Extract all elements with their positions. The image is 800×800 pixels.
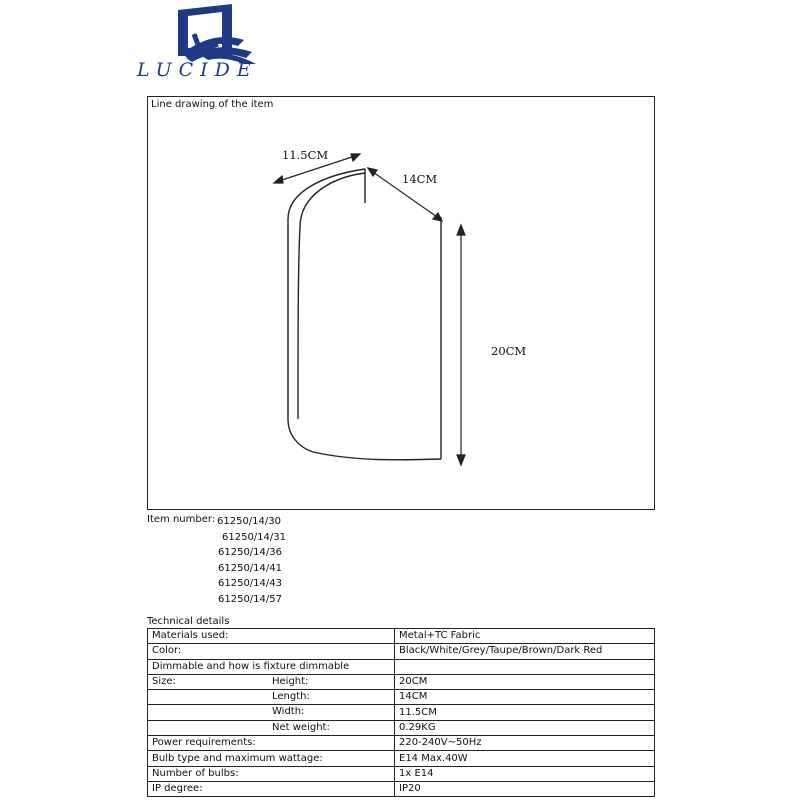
dimmable-value <box>395 659 655 674</box>
materials-label: Materials used: <box>148 629 395 644</box>
width-dimension-label: 14CM <box>402 172 438 186</box>
table-row <box>148 674 655 689</box>
table-row <box>148 736 655 751</box>
height-dimension-label: 20CM <box>491 344 527 358</box>
line-drawing-panel <box>147 96 655 510</box>
power-label: Power requirements: <box>148 736 395 751</box>
item-number: 61250/14/30 <box>217 516 281 527</box>
color-label: Color: <box>148 644 395 659</box>
table-row <box>148 705 655 720</box>
bulb-count-value: 1x E14 <box>395 766 655 781</box>
dimmable-label: Dimmable and how is fixture dimmable <box>148 659 395 674</box>
technical-details-table <box>147 628 655 797</box>
weight-value: 0.29KG <box>395 720 655 735</box>
bulb-type-value: E14 Max.40W <box>395 751 655 766</box>
height-label: Height: <box>272 675 309 687</box>
table-row <box>148 659 655 674</box>
item-number: 61250/14/57 <box>218 593 282 605</box>
materials-value: Metal+TC Fabric <box>395 629 655 644</box>
width-value: 11.5CM <box>395 705 655 720</box>
size-label: Size: <box>152 676 176 688</box>
depth-dimension-label: 11.5CM <box>282 148 329 162</box>
item-number: 61250/14/41 <box>218 562 282 574</box>
color-value: Black/White/Grey/Taupe/Brown/Dark Red <box>395 644 655 659</box>
table-row <box>148 644 655 659</box>
table-row <box>148 629 655 644</box>
table-row <box>148 690 655 705</box>
bulb-type-label: Bulb type and maximum wattage: <box>148 751 395 766</box>
table-row <box>148 751 655 766</box>
technical-details-title: Technical details <box>147 616 230 627</box>
height-value: 20CM <box>395 674 655 689</box>
length-value: 14CM <box>395 690 655 705</box>
lamp-shade-outline <box>288 169 444 460</box>
power-value: 220-240V~50Hz <box>395 736 655 751</box>
dimension-arrows <box>274 154 465 465</box>
item-number: 61250/14/43 <box>218 578 282 590</box>
weight-cell <box>148 720 395 735</box>
weight-label: Net weight: <box>272 721 330 733</box>
ip-value: IP20 <box>395 781 655 796</box>
width-cell <box>148 705 395 720</box>
drawing-title: Line drawing of the item <box>151 99 274 110</box>
bulb-count-label: Number of bulbs: <box>148 766 395 781</box>
table-row <box>148 766 655 781</box>
item-number: 61250/14/31 <box>222 531 286 543</box>
length-label: Length: <box>272 691 310 703</box>
lamp-line-drawing <box>148 97 656 511</box>
item-number-label: Item number: <box>147 514 216 525</box>
brand-name: LUCIDE <box>137 59 258 81</box>
size-height-cell <box>148 674 395 689</box>
item-number-list <box>218 514 286 608</box>
width-label: Width: <box>272 706 305 718</box>
table-row <box>148 781 655 796</box>
length-cell <box>148 690 395 705</box>
ip-label: IP degree: <box>148 781 395 796</box>
item-number: 61250/14/36 <box>218 547 282 559</box>
table-row <box>148 720 655 735</box>
